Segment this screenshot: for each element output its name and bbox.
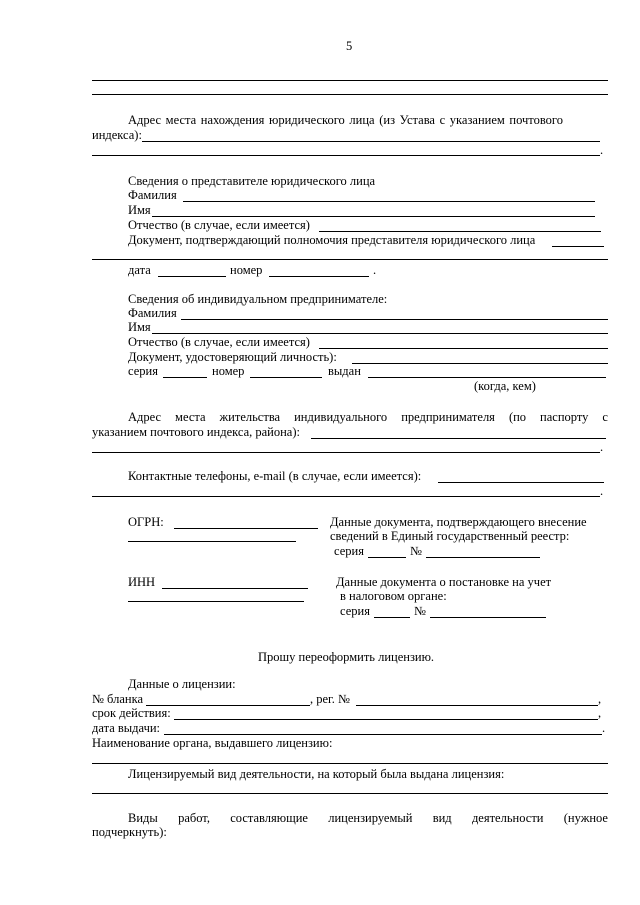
address-label: Адрес места нахождения юридического лица (из Устава с указанием почтового <box>128 113 563 127</box>
license-issue-date-field[interactable] <box>164 734 602 735</box>
page-number: 5 <box>346 39 353 53</box>
ogrn-field-line2[interactable] <box>128 541 296 542</box>
ogrn-num-field[interactable] <box>426 557 540 558</box>
inn-doc-line1: Данные документа о постановке на учет <box>336 575 552 589</box>
license-authority-label: Наименование органа, выдавшего лицензию: <box>92 736 333 750</box>
rep-name-label: Имя <box>128 203 151 217</box>
works-word: лицензируемый <box>328 811 413 825</box>
activity-label: Лицензируемый вид деятельности, на который была выдана лицензия: <box>128 767 505 781</box>
ip-id-doc-label: Документ, удостоверяющий личность): <box>128 350 337 364</box>
residence-word: Адрес <box>128 410 162 424</box>
works-word: Виды <box>128 811 158 825</box>
license-issue-date-dot: . <box>602 721 606 735</box>
contacts-field-line2[interactable] <box>92 496 600 497</box>
residence-word: (по <box>508 410 527 424</box>
contacts-field[interactable] <box>438 482 604 483</box>
residence-field[interactable] <box>311 438 606 439</box>
ip-issued-label: выдан <box>328 364 361 378</box>
blank-line[interactable] <box>92 94 608 95</box>
inn-series-label: серия <box>340 604 370 618</box>
works-label-cont: подчеркнуть): <box>92 825 167 839</box>
ip-title: Сведения об индивидуальном предпринимателе: <box>128 292 388 306</box>
inn-field[interactable] <box>162 588 308 589</box>
inn-label: ИНН <box>128 575 156 589</box>
residence-word: места <box>175 410 206 424</box>
works-word: вид <box>432 811 452 825</box>
rep-doc-field[interactable] <box>552 246 604 247</box>
request-text: Прошу переоформить лицензию. <box>258 650 435 664</box>
residence-label-cont: указанием почтового индекса, района): <box>92 425 300 439</box>
ip-surname-label: Фамилия <box>128 306 177 320</box>
license-authority-field[interactable] <box>92 763 608 764</box>
rep-date-field[interactable] <box>158 276 226 277</box>
inn-doc-line2: в налоговом органе: <box>340 589 447 603</box>
rep-surname-field[interactable] <box>183 201 595 202</box>
residence-word: с <box>602 410 608 424</box>
ogrn-doc-line1: Данные документа, подтверждающего внесение <box>330 515 587 529</box>
ip-name-field[interactable] <box>152 333 608 334</box>
residence-field-line2[interactable] <box>92 452 600 453</box>
ogrn-doc-line2: сведений в Единый государственный реестр: <box>330 529 570 543</box>
ip-patronymic-field[interactable] <box>319 348 608 349</box>
ip-number-field[interactable] <box>250 377 322 378</box>
rep-doc-field-line2[interactable] <box>92 259 608 260</box>
rep-number-label: номер <box>230 263 263 277</box>
inn-series-field[interactable] <box>374 617 410 618</box>
residence-label <box>128 410 608 424</box>
ogrn-field[interactable] <box>174 528 318 529</box>
license-blank-label: № бланка <box>92 692 144 706</box>
ogrn-label: ОГРН: <box>128 515 164 529</box>
ip-name-label: Имя <box>128 320 151 334</box>
ip-issued-field[interactable] <box>368 377 606 378</box>
address-field-line2[interactable] <box>92 155 600 156</box>
residence-word: индивидуального <box>294 410 388 424</box>
license-title: Данные о лицензии: <box>128 677 236 691</box>
address-field[interactable] <box>142 141 600 142</box>
residence-word: жительства <box>219 410 281 424</box>
works-word: деятельности <box>471 811 544 825</box>
works-label <box>128 811 608 825</box>
works-word: (нужное <box>563 811 608 825</box>
ip-surname-field[interactable] <box>181 319 608 320</box>
inn-field-line2[interactable] <box>128 601 304 602</box>
inn-num-sign: № <box>414 604 426 618</box>
license-reg-comma: , <box>598 692 602 706</box>
rep-patronymic-field[interactable] <box>319 231 601 232</box>
ip-id-doc-field[interactable] <box>352 363 608 364</box>
rep-patronymic-label: Отчество (в случае, если имеется) <box>128 218 310 232</box>
license-validity-label: срок действия: <box>92 706 171 720</box>
residence-word: предпринимателя <box>401 410 495 424</box>
address-label-cont: индекса): <box>92 128 142 142</box>
ogrn-num-sign: № <box>410 544 422 558</box>
residence-dot: . <box>600 440 604 454</box>
residence-word: паспорту <box>540 410 589 424</box>
ip-series-label: серия <box>128 364 158 378</box>
contacts-dot: . <box>600 484 604 498</box>
license-validity-comma: , <box>598 706 602 720</box>
ip-number-label: номер <box>212 364 245 378</box>
ip-patronymic-label: Отчество (в случае, если имеется) <box>128 335 310 349</box>
license-reg-field[interactable] <box>356 705 598 706</box>
works-word: составляющие <box>230 811 308 825</box>
rep-name-field[interactable] <box>152 216 595 217</box>
license-reg-label: , рег. № <box>310 692 350 706</box>
rep-title: Сведения о представителе юридического лица <box>128 174 376 188</box>
ip-series-field[interactable] <box>163 377 207 378</box>
rep-doc-label: Документ, подтверждающий полномочия представителя юридического лица <box>128 233 536 247</box>
rep-number-field[interactable] <box>269 276 369 277</box>
contacts-label: Контактные телефоны, e-mail (в случае, если имеется): <box>128 469 422 483</box>
rep-date-label: дата <box>128 263 151 277</box>
ip-when-by-hint: (когда, кем) <box>474 379 536 393</box>
rep-dot: . <box>373 263 377 277</box>
blank-line[interactable] <box>92 80 608 81</box>
line-end-dot: . <box>600 143 604 157</box>
rep-surname-label: Фамилия <box>128 188 177 202</box>
activity-field[interactable] <box>92 793 608 794</box>
license-validity-field[interactable] <box>174 719 598 720</box>
works-word: работ, <box>178 811 210 825</box>
license-issue-date-label: дата выдачи: <box>92 721 161 735</box>
ogrn-series-field[interactable] <box>368 557 406 558</box>
ogrn-series-label: серия <box>334 544 364 558</box>
inn-num-field[interactable] <box>430 617 546 618</box>
